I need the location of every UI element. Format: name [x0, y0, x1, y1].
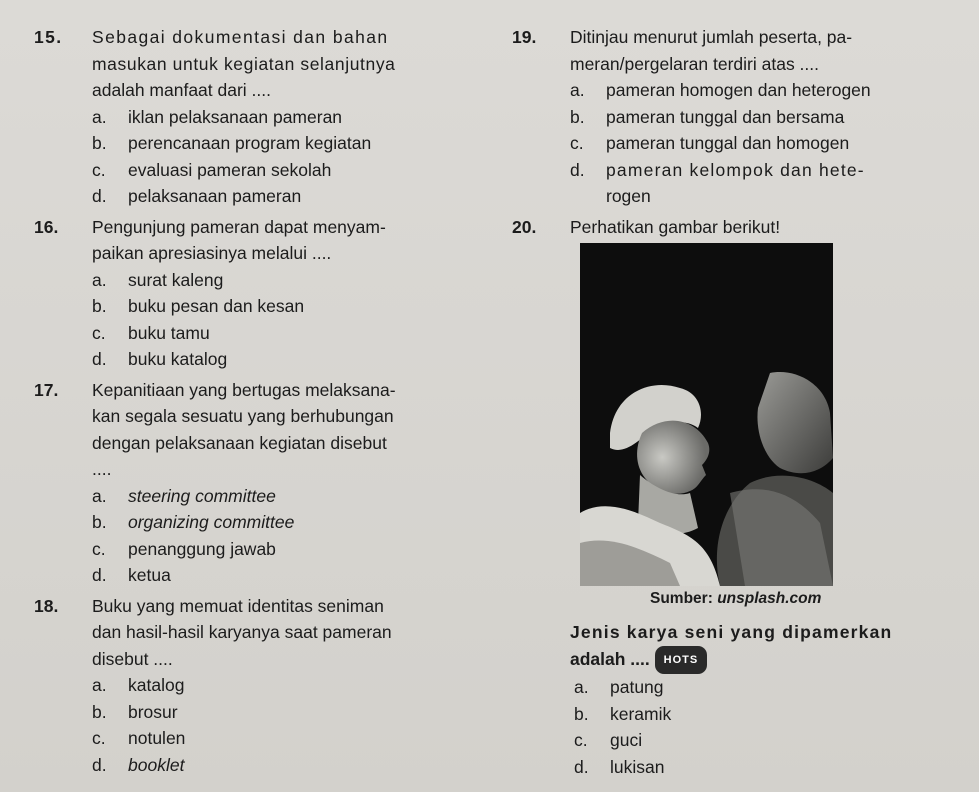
option-c[interactable]: c. pameran tunggal dan homogen	[570, 133, 850, 153]
question-stem: meran/pergelaran terdiri atas ....	[570, 53, 820, 74]
question-stem: adalah manfaat dari ....	[92, 80, 271, 100]
question-stem: masukan untuk kegiatan selanjutnya	[92, 53, 396, 74]
question-stem: kan segala sesuatu yang berhubungan	[92, 406, 394, 426]
question-16	[34, 214, 474, 373]
question-20	[512, 214, 952, 241]
left-column	[34, 24, 474, 778]
question-text: adalah ....	[570, 648, 650, 669]
option-b[interactable]: b. brosur	[92, 701, 178, 722]
option-a[interactable]: a. patung	[574, 677, 664, 698]
question-19	[512, 24, 952, 210]
question-stem: Perhatikan gambar berikut!	[570, 216, 781, 237]
question-20-body	[570, 619, 970, 780]
option-d[interactable]: d. buku katalog	[92, 349, 228, 369]
question-number: 18.	[34, 595, 59, 616]
question-17	[34, 377, 474, 589]
question-stem: dengan pelaksanaan kegiatan disebut	[92, 432, 387, 453]
question-stem: Buku yang memuat identitas seniman	[92, 595, 384, 616]
question-stem: paikan apresiasinya melalui ....	[92, 243, 332, 263]
option-c[interactable]: c. buku tamu	[92, 322, 210, 343]
option-d[interactable]: d. lukisan	[574, 756, 665, 777]
option-c[interactable]: c. notulen	[92, 728, 186, 748]
option-d-continuation: rogen	[606, 186, 651, 206]
question-stem: disebut ....	[92, 648, 173, 669]
option-b[interactable]: b. perencanaan program kegiatan	[92, 133, 372, 153]
option-a[interactable]: a. iklan pelaksanaan pameran	[92, 106, 343, 127]
option-d[interactable]: d. ketua	[92, 565, 171, 585]
question-number: 15.	[34, 27, 63, 47]
question-18	[34, 593, 474, 779]
option-a[interactable]: a. steering committee	[92, 485, 276, 506]
option-c[interactable]: c. guci	[574, 730, 643, 751]
image-caption: Sumber: unsplash.com	[650, 590, 822, 607]
statue-photo	[580, 243, 833, 586]
question-stem: Sebagai dokumentasi dan bahan	[92, 27, 389, 47]
question-15	[34, 24, 474, 210]
option-b[interactable]: b. pameran tunggal dan bersama	[570, 106, 845, 127]
option-c[interactable]: c. evaluasi pameran sekolah	[92, 159, 332, 180]
statue-image	[580, 243, 833, 586]
option-b[interactable]: b. keramik	[574, 703, 672, 724]
option-a[interactable]: a. katalog	[92, 675, 185, 695]
question-stem: Ditinjau menurut jumlah peserta, pa-	[570, 27, 853, 47]
question-number: 19.	[512, 27, 537, 47]
right-column	[512, 24, 952, 240]
option-b[interactable]: b. buku pesan dan kesan	[92, 296, 305, 316]
option-a[interactable]: a. pameran homogen dan heterogen	[570, 80, 871, 100]
option-d[interactable]: d. booklet	[92, 754, 185, 775]
question-stem: Pengunjung pameran dapat menyam-	[92, 216, 386, 237]
question-stem: dan hasil-hasil karyanya saat pameran	[92, 622, 392, 642]
question-stem: Kepanitiaan yang bertugas melaksana-	[92, 379, 396, 400]
question-number: 17.	[34, 379, 59, 400]
option-d[interactable]: d. pelaksanaan pameran	[92, 186, 302, 206]
question-number: 16.	[34, 216, 59, 237]
option-a[interactable]: a. surat kaleng	[92, 269, 224, 290]
question-number: 20.	[512, 216, 537, 237]
option-c[interactable]: c. penanggung jawab	[92, 538, 276, 559]
option-d[interactable]: d. pameran kelompok dan hete-	[570, 159, 865, 180]
question-text: Jenis karya seni yang dipamerkan	[570, 622, 893, 642]
question-stem: ....	[92, 459, 112, 479]
option-b[interactable]: b. organizing committee	[92, 512, 295, 532]
hots-badge: HOTS	[655, 646, 708, 675]
